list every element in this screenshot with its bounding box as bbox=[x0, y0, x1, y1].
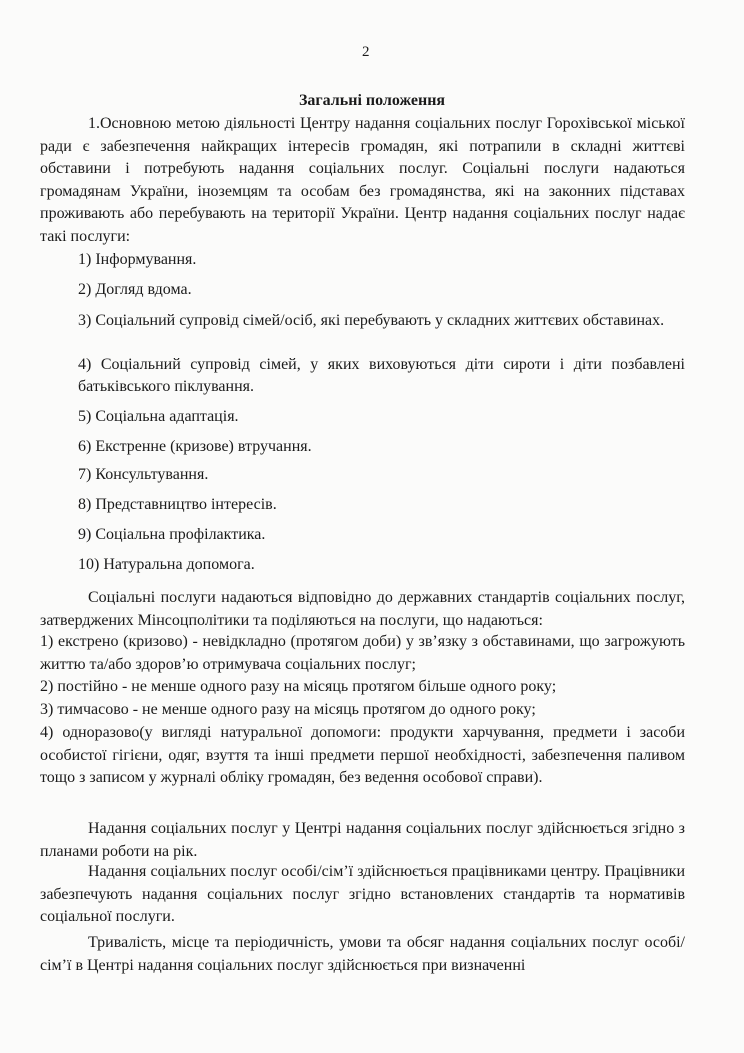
service-item: 7) Консультування. bbox=[78, 466, 209, 483]
service-item: 2) Догляд вдома. bbox=[78, 281, 192, 298]
service-item: 9) Соціальна профілактика. bbox=[78, 526, 266, 543]
service-item: 1) Інформування. bbox=[78, 251, 197, 268]
page-number: 2 bbox=[362, 44, 370, 60]
mode-item: 4) одноразово(у вигляді натуральної допомоги: продукти харчування, предмети і засоби особистої гігієни, одяг, взуття та інші предмети першої необхідності, забезпечення паливом тощо з записом у журналі обліку громадян, без ведення особової справи). bbox=[40, 724, 685, 786]
mode-item: 3) тимчасово - не менше одного разу на місяць протягом до одного року; bbox=[40, 701, 536, 718]
service-item: 4) Соціальний супровід сімей, у яких виховуються діти сироти і діти позбавлені батьківського піклування. bbox=[78, 356, 685, 395]
section-title: Загальні положення bbox=[298, 92, 446, 109]
service-item: 6) Екстренне (кризове) втручання. bbox=[78, 438, 312, 455]
standards-paragraph: Соціальні послуги надаються відповідно до державних стандартів соціальних послуг, затверджених Мінсоцполітики та поділяються на послуги, що надаються: bbox=[40, 589, 685, 629]
plan-paragraph: Надання соціальних послуг у Центрі надання соціальних послуг здійснюється згідно з планами роботи на рік. bbox=[40, 820, 685, 860]
service-item: 8) Представництво інтересів. bbox=[78, 496, 277, 513]
service-item: 10) Натуральна допомога. bbox=[78, 556, 255, 573]
mode-item: 1) екстрено (кризово) - невідкладно (протягом доби) у зв’язку з обставинами, що загрожують життю та/або здоров’ю отримувача соціальних послуг; bbox=[40, 633, 685, 673]
staff-paragraph: Надання соціальних послуг особі/сім’ї здійснюється працівниками центру. Працівники забезпечують надання соціальних послуг згідно встановлених стандартів та нормативів соціальної послуги. bbox=[40, 863, 685, 925]
duration-paragraph: Тривалість, місце та періодичність, умови та обсяг надання соціальних послуг особі/сім’ї в Центрі надання соціальних послуг здійснюється при визначенні bbox=[40, 934, 685, 974]
intro-paragraph: 1.Основною метою діяльності Центру надання соціальних послуг Горохівської міської ради є забезпечення найкращих інтересів громадян, які потрапили в складні життєві обставини і потребують надання соціальних послуг. Соціальні послуги надаються громадянам України, іноземцям та особам без громадянства, які на законних підставах проживають або перебувають на території України. Центр надання соціальних послуг надає такі послуги: bbox=[40, 115, 685, 245]
service-item: 3) Соціальний супровід сімей/осіб, які перебувають у складних життєвих обставинах. bbox=[78, 312, 665, 329]
mode-item: 2) постійно - не менше одного разу на місяць протягом більше одного року; bbox=[40, 678, 557, 695]
service-item: 5) Соціальна адаптація. bbox=[78, 408, 239, 425]
